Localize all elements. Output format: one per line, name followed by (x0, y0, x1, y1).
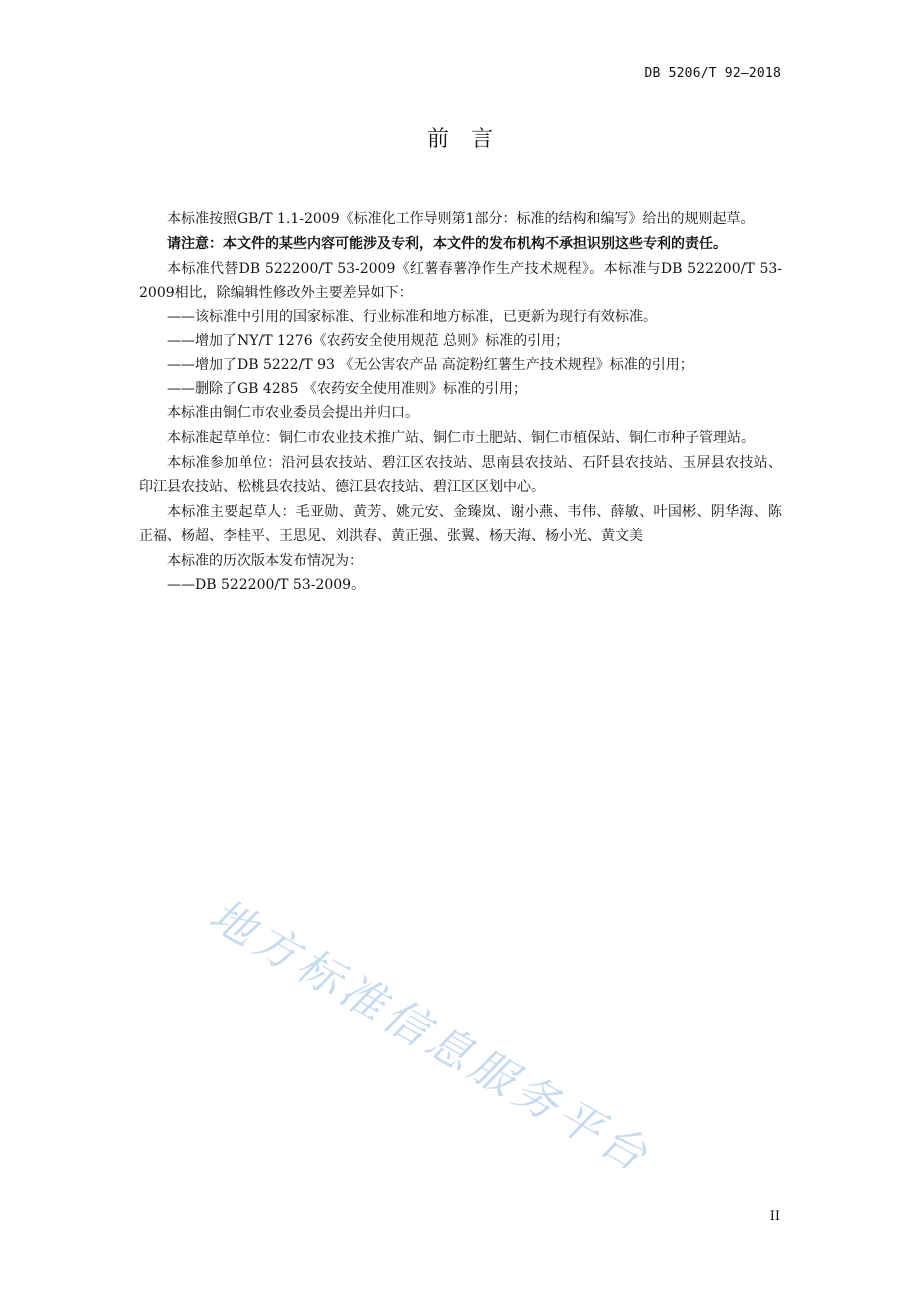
paragraph-patent-notice: 请注意：本文件的某些内容可能涉及专利，本文件的发布机构不承担识别这些专利的责任。 (167, 236, 727, 252)
paragraph-replacement: 本标准代替DB 522200/T 53-2009《红薯春薯净作生产技术规程》。本标准与DB 522200/T 53-2009相比，除编辑性修改外主要差异如下： (139, 261, 782, 301)
list-item-change-3: ——增加了DB 5222/T 93 《无公害农产品 高淀粉红薯生产技术规程》标准的引用； (167, 357, 694, 373)
watermark: 地方标准信息服务平台 (201, 889, 660, 1184)
list-item-change-2: ——增加了NY/T 1276《农药安全使用规范 总则》标准的引用； (167, 333, 570, 349)
list-item-change-4: ——删除了GB 4285 《农药安全使用准则》标准的引用； (167, 381, 527, 397)
paragraph-drafting-units: 本标准起草单位：铜仁市农业技术推广站、铜仁市土肥站、铜仁市植保站、铜仁市种子管理站。 (167, 430, 755, 446)
page-number: II (769, 1209, 780, 1224)
paragraph-proposer: 本标准由铜仁市农业委员会提出并归口。 (167, 405, 419, 421)
paragraph-drafting-rules: 本标准按照GB/T 1.1-2009《标准化工作导则第1部分：标准的结构和编写》给出的规则起草。 (167, 211, 755, 227)
paragraph-participating-units: 本标准参加单位：沿河县农技站、碧江区农技站、思南县农技站、石阡县农技站、玉屏县农技站、印江县农技站、松桃县农技站、德江县农技站、碧江区区划中心。 (139, 455, 782, 495)
document-code: DB 5206/T 92—2018 (644, 66, 781, 81)
paragraph-drafters: 本标准主要起草人：毛亚勋、黄芳、姚元安、金臻岚、谢小燕、韦伟、薛敏、叶国彬、阴华海、陈正福、杨超、李桂平、王思见、刘洪春、黄正强、张翼、杨天海、杨小光、黄文美 (139, 504, 782, 544)
page-title: 前言 (426, 127, 515, 152)
list-item-change-1: ——该标准中引用的国家标准、行业标准和地方标准，已更新为现行有效标准。 (167, 309, 657, 325)
list-item-history: ——DB 522200/T 53-2009。 (167, 577, 366, 593)
paragraph-history-intro: 本标准的历次版本发布情况为： (167, 553, 363, 569)
foreword-body (139, 207, 782, 597)
